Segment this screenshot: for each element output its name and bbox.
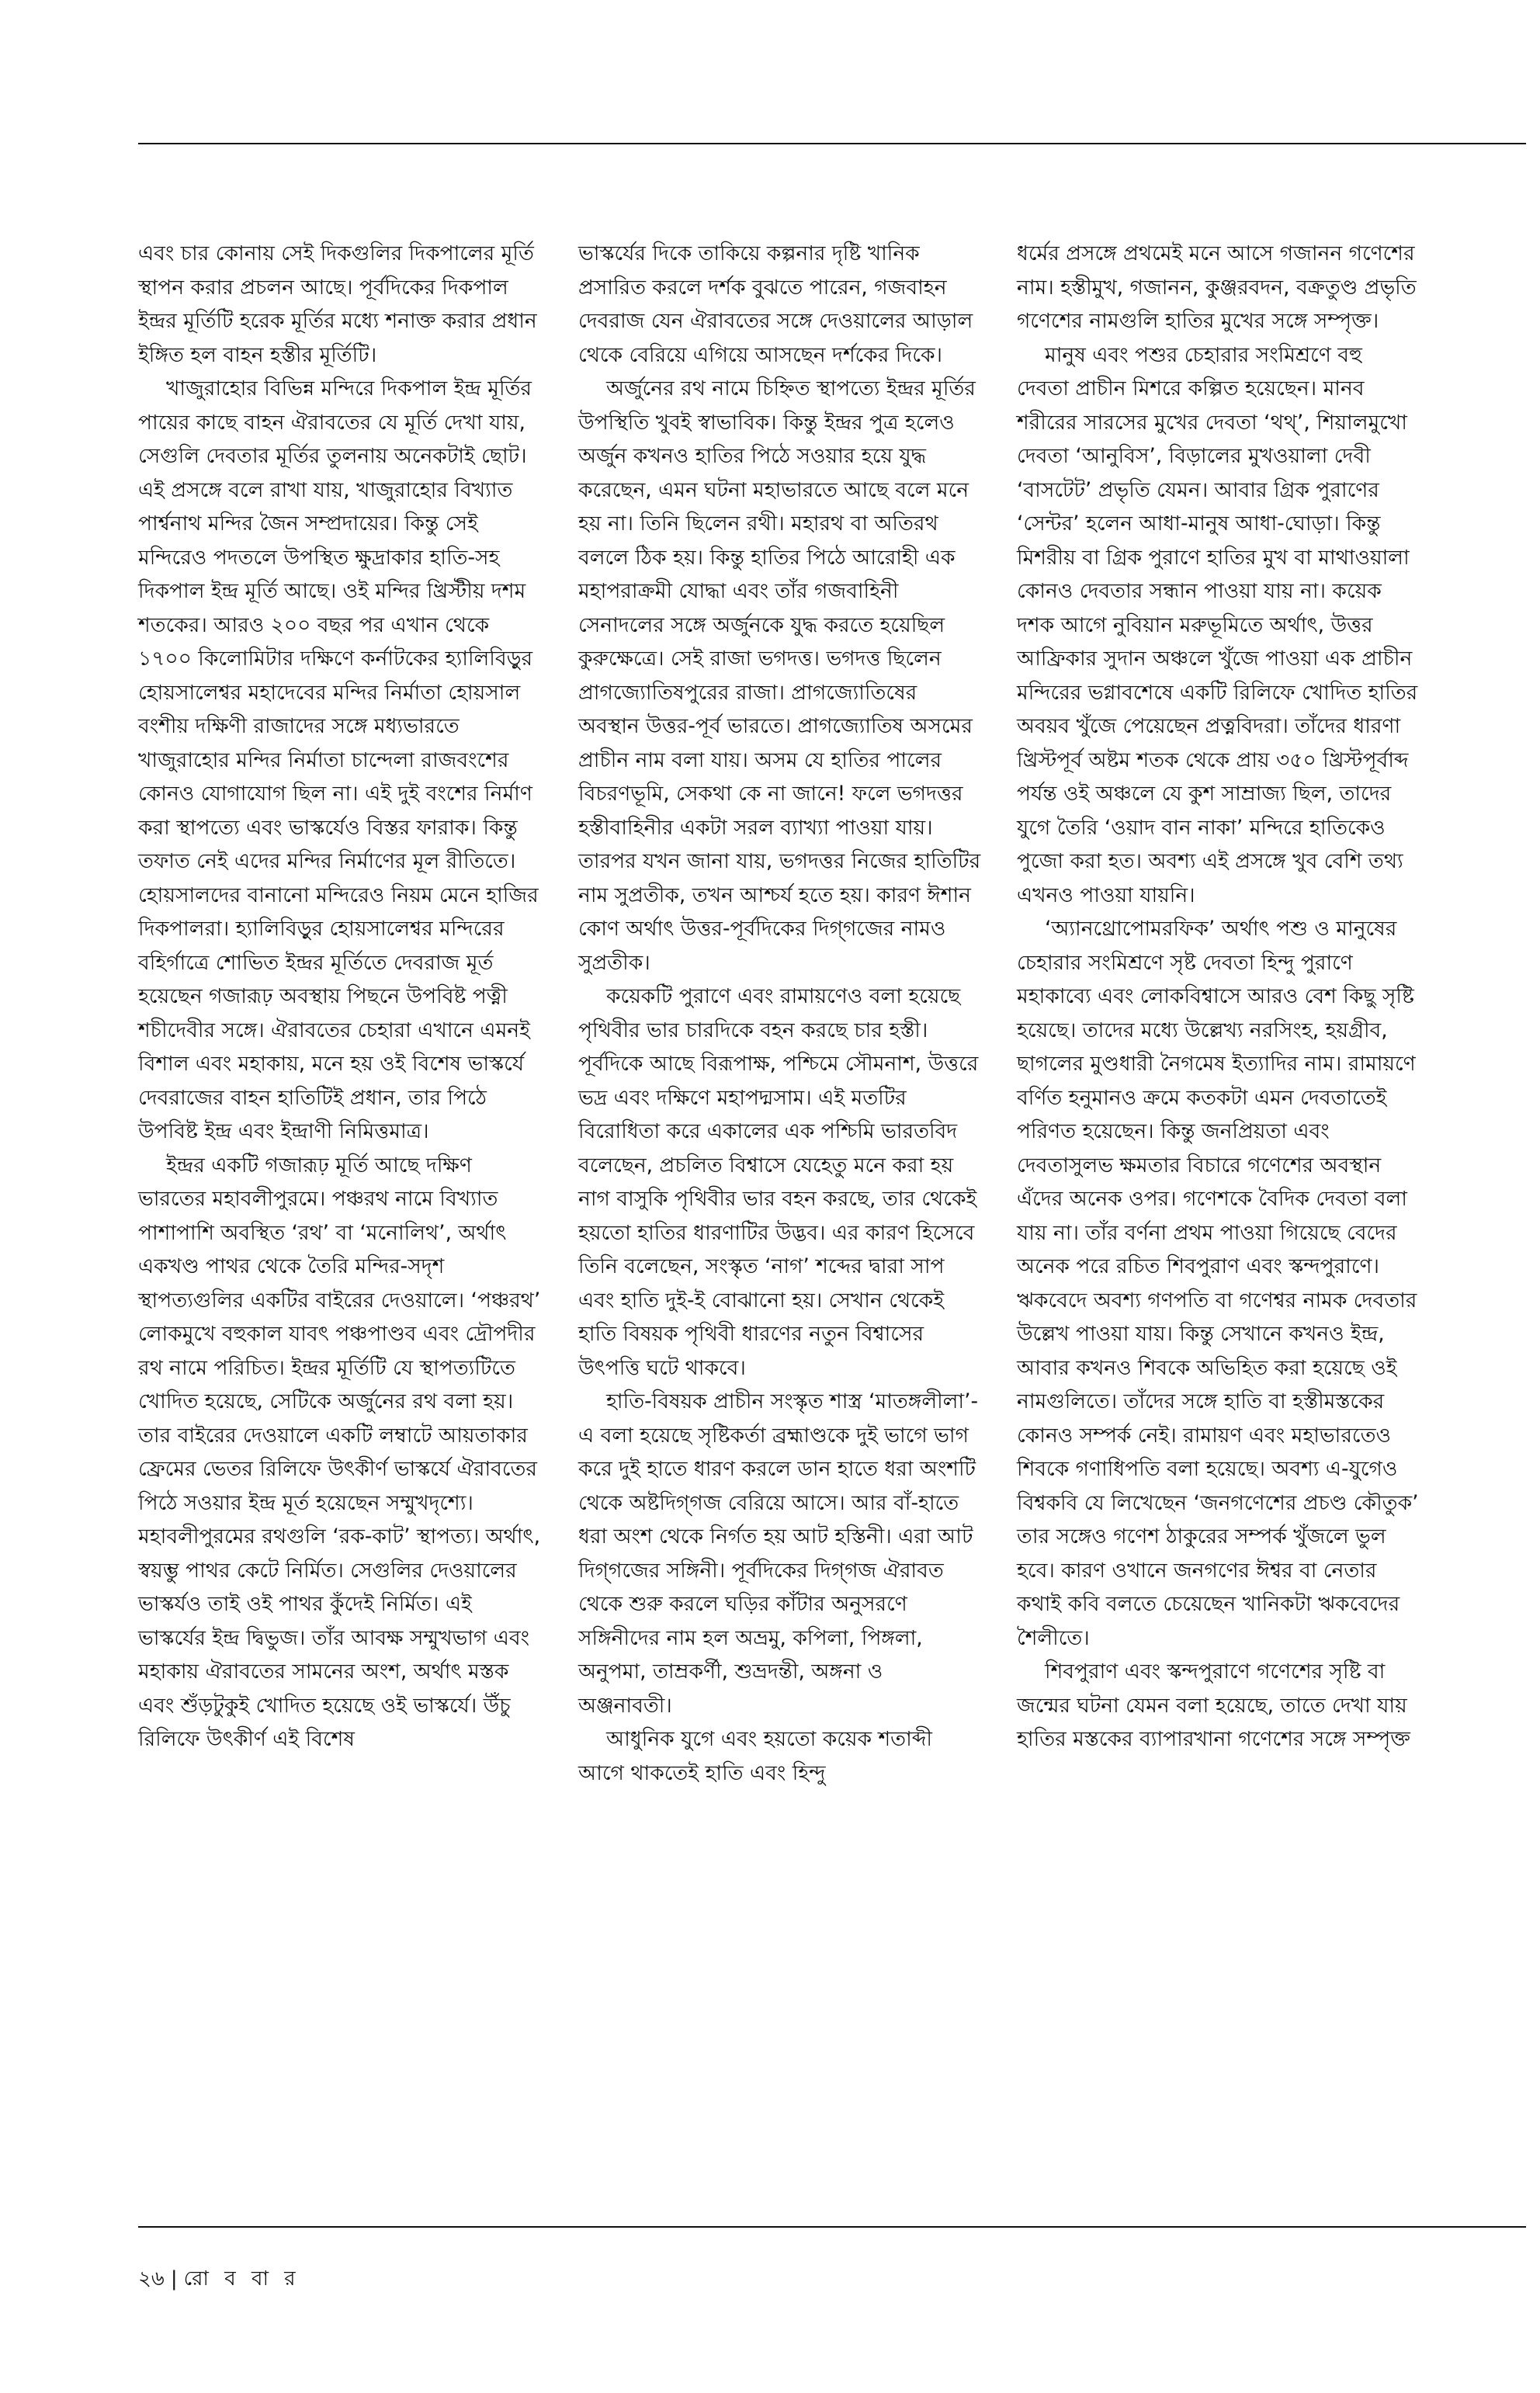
paragraph: ‘অ্যানথ্রোপোমরফিক’ অর্থাৎ পশু ও মানুষের চেহারার সংমিশ্রণে সৃষ্ট দেবতা হিন্দু পুরাণে মহাকাব্যে এবং লোকবিশ্বাসে আরও বেশ কিছু সৃষ্টি হয়েছে। তাদের মধ্যে উল্লেখ্য নরসিংহ, হয়গ্রীব, ছাগলের মুণ্ডধারী নৈগমেষ ইত্যাদির নাম। রামায়ণে বর্ণিত হনুমানও ক্রমে কতকটা এমন দেবতাতেই পরিণত হয়েছেন। কিন্তু জনপ্রিয়তা এবং দেবতাসুলভ ক্ষমতার বিচারে গণেশের অবস্থান এঁদের অনেক ওপর। গণেশকে বৈদিক দেবতা বলা যায় না। তাঁর বর্ণনা প্রথম পাওয়া গিয়েছে বেদের অনেক পরে রচিত শিবপুরাণ এবং স্কন্দপুরাণে। ঋকবেদে অবশ্য গণপতি বা গণেশ্বর নামক দেবতার উল্লেখ পাওয়া যায়। কিন্তু সেখানে কখনও ইন্দ্র, আবার কখনও শিবকে অভিহিত করা হয়েছে ওই নামগুলিতে। তাঁদের সঙ্গে হাতি বা হস্তীমস্তকের কোনও সম্পর্ক নেই। রামায়ণ এবং মহাভারতেও শিবকে গণাধিপতি বলা হয়েছে। অবশ্য এ-যুগেও বিশ্বকবি যে লিখেছেন ‘জনগণেশের প্রচণ্ড কৌতুক’ তার সঙ্গেও গণেশ ঠাকুরের সম্পর্ক খুঁজলে ভুল হবে। কারণ ওখানে জনগণের ঈশ্বর বা নেতার কথাই কবি বলতে চেয়েছেন খানিকটা ঋকবেদের শৈলীতে। xyxy=(1017,917,1419,1650)
paragraph: মানুষ এবং পশুর চেহারার সংমিশ্রণে বহু দেবতা প্রাচীন মিশরে কল্পিত হয়েছেন। মানব শরীরের সারসের মুখের দেবতা ‘থথ্’, শিয়ালমুখো দেবতা ‘আনুবিস’, বিড়ালের মুখওয়ালা দেবী ‘বাসটেট’ প্রভৃতি যেমন। আবার গ্রিক পুরাণের ‘সেন্টর’ হলেন আধা-মানুষ আধা-ঘোড়া। কিন্তু মিশরীয় বা গ্রিক পুরাণে হাতির মুখ বা মাথাওয়ালা কোনও দেবতার সন্ধান পাওয়া যায় না। কয়েক দশক আগে নুবিয়ান মরুভূমিতে অর্থাৎ, উত্তর আফ্রিকার সুদান অঞ্চলে খুঁজে পাওয়া এক প্রাচীন মন্দিরের ভগ্নাবশেষে একটি রিলিফে খোদিত হাতির অবয়ব খুঁজে পেয়েছেন প্রত্নবিদরা। তাঁদের ধারণা খ্রিস্টপূর্ব অষ্টম শতক থেকে প্রায় ৩৫০ খ্রিস্টপূর্বাব্দ পর্যন্ত ওই অঞ্চলে যে কুশ সাম্রাজ্য ছিল, তাদের যুগে তৈরি ‘ওয়াদ বান নাকা’ মন্দিরে হাতিকেও পুজো করা হত। অবশ্য এই প্রসঙ্গে খুব বেশি তথ্য এখনও পাওয়া যায়নি। xyxy=(1017,342,1418,907)
page-number: ২৬ xyxy=(138,2267,165,2291)
paragraph: হাতি-বিষয়ক প্রাচীন সংস্কৃত শাস্ত্র ‘মাতঙ্গলীলা’-এ বলা হয়েছে সৃষ্টিকর্তা ব্রহ্মাণ্ডকে দুই ভাগে ভাগ করে দুই হাতে ধারণ করলে ডান হাতে ধরা অংশটি থেকে অষ্টদিগ্‌গজ বেরিয়ে আসে। আর বাঁ-হাতে ধরা অংশ থেকে নির্গত হয় আট হস্তিনী। এরা আট দিগ্‌গজের সঙ্গিনী। পূর্বদিকের দিগ্‌গজ ঐরাবত থেকে শুরু করলে ঘড়ির কাঁটার অনুসরণে সঙ্গিনীদের নাম হল অভ্রমু, কপিলা, পিঙ্গলা, অনুপমা, তাম্রকর্ণী, শুভ্রদন্তী, অঙ্গনা ও অঞ্জনাবতী। xyxy=(578,1389,979,1718)
magazine-name: রো ব বা র xyxy=(183,2267,300,2291)
paragraph: আধুনিক যুগে এবং হয়তো কয়েক শতাব্দী আগে থাকতেই হাতি এবং হিন্দু xyxy=(578,1727,932,1785)
page-footer xyxy=(138,2263,300,2297)
paragraph: খাজুরাহোর বিভিন্ন মন্দিরে দিকপাল ইন্দ্র মূর্তির পায়ের কাছে বাহন ঐরাবতের যে মূর্তি দেখা যায়, সেগুলি দেবতার মূর্তির তুলনায় অনেকটাই ছোট। এই প্রসঙ্গে বলে রাখা যায়, খাজুরাহোর বিখ্যাত পার্শ্বনাথ মন্দির জৈন সম্প্রদায়ের। কিন্তু সেই মন্দিরেও পদতলে উপস্থিত ক্ষুদ্রাকার হাতি-সহ দিকপাল ইন্দ্র মূর্তি আছে। ওই মন্দির খ্রিস্টীয় দশম শতকের। আরও ২০০ বছর পর এখান থেকে ১৭০০ কিলোমিটার দক্ষিণে কর্নাটকের হ্যালিবিড়ুর হোয়সালেশ্বর মহাদেবের মন্দির নির্মাতা হোয়সাল বংশীয় দক্ষিণী রাজাদের সঙ্গে মধ্যভারতে খাজুরাহোর মন্দির নির্মাতা চান্দেলা রাজবংশের কোনও যোগাযোগ ছিল না। এই দুই বংশের নির্মাণ করা স্থাপত্যে এবং ভাস্কর্যেও বিস্তর ফারাক। কিন্তু তফাত নেই এদের মন্দির নির্মাণের মূল রীতিতে। হোয়সালদের বানানো মন্দিরেও নিয়ম মেনে হাজির দিকপালরা। হ্যালিবিড়ুর হোয়সালেশ্বর মন্দিরের বহির্গাত্রে শোভিত ইন্দ্রর মূর্তিতে দেবরাজ মূর্ত হয়েছেন গজারূঢ় অবস্থায় পিছনে উপবিষ্ট পত্নী শচীদেবীর সঙ্গে। ঐরাবতের চেহারা এখানে এমনই বিশাল এবং মহাকায়, মনে হয় ওই বিশেষ ভাস্কর্যে দেবরাজের বাহন হাতিটিই প্রধান, তার পিঠে উপবিষ্ট ইন্দ্র এবং ইন্দ্রাণী নিমিত্তমাত্র। xyxy=(138,376,539,1143)
article-column-1 xyxy=(138,237,542,1757)
bottom-rule xyxy=(138,2226,1526,2228)
paragraph: ধর্মের প্রসঙ্গে প্রথমেই মনে আসে গজানন গণেশের নাম। হস্তীমুখ, গজানন, কুঞ্জরবদন, বক্রতুণ্ড প্রভৃতি গণেশের নামগুলি হাতির মুখের সঙ্গে সম্পৃক্ত। xyxy=(1017,241,1417,333)
footer-separator: | xyxy=(170,2267,178,2291)
paragraph: ভাস্কর্যের দিকে তাকিয়ে কল্পনার দৃষ্টি খানিক প্রসারিত করলে দর্শক বুঝতে পারেন, গজবাহন দেবরাজ যেন ঐরাবতের সঙ্গে দেওয়ালের আড়াল থেকে বেরিয়ে এগিয়ে আসছেন দর্শকের দিকে। xyxy=(578,241,973,367)
paragraph: কয়েকটি পুরাণে এবং রামায়ণেও বলা হয়েছে পৃথিবীর ভার চারদিকে বহন করছে চার হস্তী। পূর্বদিকে আছে বিরূপাক্ষ, পশ্চিমে সৌমনাশ, উত্তরে ভদ্র এবং দক্ষিণে মহাপদ্মসাম। এই মতটির বিরোধিতা করে একালের এক পশ্চিমি ভারতবিদ বলেছেন, প্রচলিত বিশ্বাসে যেহেতু মনে করা হয় নাগ বাসুকি পৃথিবীর ভার বহন করছে, তার থেকেই হয়তো হাতির ধারণাটির উদ্ভব। এর কারণ হিসেবে তিনি বলেছেন, সংস্কৃত ‘নাগ’ শব্দের দ্বারা সাপ এবং হাতি দুই-ই বোঝানো হয়। সেখান থেকেই হাতি বিষয়ক পৃথিবী ধারণের নতুন বিশ্বাসের উৎপত্তি ঘটে থাকবে। xyxy=(578,984,979,1380)
article-column-2 xyxy=(578,237,982,1790)
paragraph: ইন্দ্রর একটি গজারূঢ় মূর্তি আছে দক্ষিণ ভারতের মহাবলীপুরমে। পঞ্চরথ নামে বিখ্যাত পাশাপাশি অবস্থিত ‘রথ’ বা ‘মনোলিথ’, অর্থাৎ একখণ্ড পাথর থেকে তৈরি মন্দির-সদৃশ স্থাপত্যগুলির একটির বাইরের দেওয়ালে। ‘পঞ্চরথ’ লোকমুখে বহুকাল যাবৎ পঞ্চপাণ্ডব এবং দ্রৌপদীর রথ নামে পরিচিত। ইন্দ্রর মূর্তিটি যে স্থাপত্যটিতে খোদিত হয়েছে, সেটিকে অর্জুনের রথ বলা হয়। তার বাইরের দেওয়ালে একটি লম্বাটে আয়তাকার ফ্রেমের ভেতর রিলিফে উৎকীর্ণ ভাস্কর্যে ঐরাবতের পিঠে সওয়ার ইন্দ্র মূর্ত হয়েছেন সম্মুখদৃশ্যে। মহাবলীপুরমের রথগুলি ‘রক-কাট’ স্থাপত্য। অর্থাৎ, স্বয়ম্ভু পাথর কেটে নির্মিত। সেগুলির দেওয়ালের ভাস্কর্যও তাই ওই পাথর কুঁদেই নির্মিত। এই ভাস্কর্যের ইন্দ্র দ্বিভুজ। তাঁর আবক্ষ সম্মুখভাগ এবং মহাকায় ঐরাবতের সামনের অংশ, অর্থাৎ মস্তক এবং শুঁড়টুকুই খোদিত হয়েছে ওই ভাস্কর্যে। উঁচু রিলিফে উৎকীর্ণ এই বিশেষ xyxy=(138,1153,541,1751)
paragraph: শিবপুরাণ এবং স্কন্দপুরাণে গণেশের সৃষ্টি বা জন্মের ঘটনা যেমন বলা হয়েছে, তাতে দেখা যায় হাতির মস্তকের ব্যাপারখানা গণেশের সঙ্গে সম্পৃক্ত xyxy=(1017,1659,1410,1751)
top-rule xyxy=(138,143,1526,144)
paragraph: এবং চার কোনায় সেই দিকগুলির দিকপালের মূর্তি স্থাপন করার প্রচলন আছে। পূর্বদিকের দিকপাল ইন্দ্রর মূর্তিটি হরেক মূর্তির মধ্যে শনাক্ত করার প্রধান ইঙ্গিত হল বাহন হস্তীর মূর্তিটি। xyxy=(138,241,537,367)
paragraph: অর্জুনের রথ নামে চিহ্নিত স্থাপত্যে ইন্দ্রর মূর্তির উপস্থিতি খুবই স্বাভাবিক। কিন্তু ইন্দ্রর পুত্র হলেও অর্জুন কখনও হাতির পিঠে সওয়ার হয়ে যুদ্ধ করেছেন, এমন ঘটনা মহাভারতে আছে বলে মনে হয় না। তিনি ছিলেন রথী। মহারথ বা অতিরথ বললে ঠিক হয়। কিন্তু হাতির পিঠে আরোহী এক মহাপরাক্রমী যোদ্ধা এবং তাঁর গজবাহিনী সেনাদলের সঙ্গে অর্জুনকে যুদ্ধ করতে হয়েছিল কুরুক্ষেত্রে। সেই রাজা ভগদত্ত। ভগদত্ত ছিলেন প্রাগজ্যোতিষপুরের রাজা। প্রাগজ্যোতিষের অবস্থান উত্তর-পূর্ব ভারতে। প্রাগজ্যোতিষ অসমের প্রাচীন নাম বলা যায়। অসম যে হাতির পালের বিচরণভূমি, সেকথা কে না জানে! ফলে ভগদত্তর হস্তীবাহিনীর একটা সরল ব্যাখ্যা পাওয়া যায়। তারপর যখন জানা যায়, ভগদত্তর নিজের হাতিটির নাম সুপ্রতীক, তখন আশ্চর্য হতে হয়। কারণ ঈশান কোণ অর্থাৎ উত্তর-পূর্বদিকের দিগ্‌গজের নামও সুপ্রতীক। xyxy=(578,376,981,975)
article-column-3 xyxy=(1017,237,1420,1757)
